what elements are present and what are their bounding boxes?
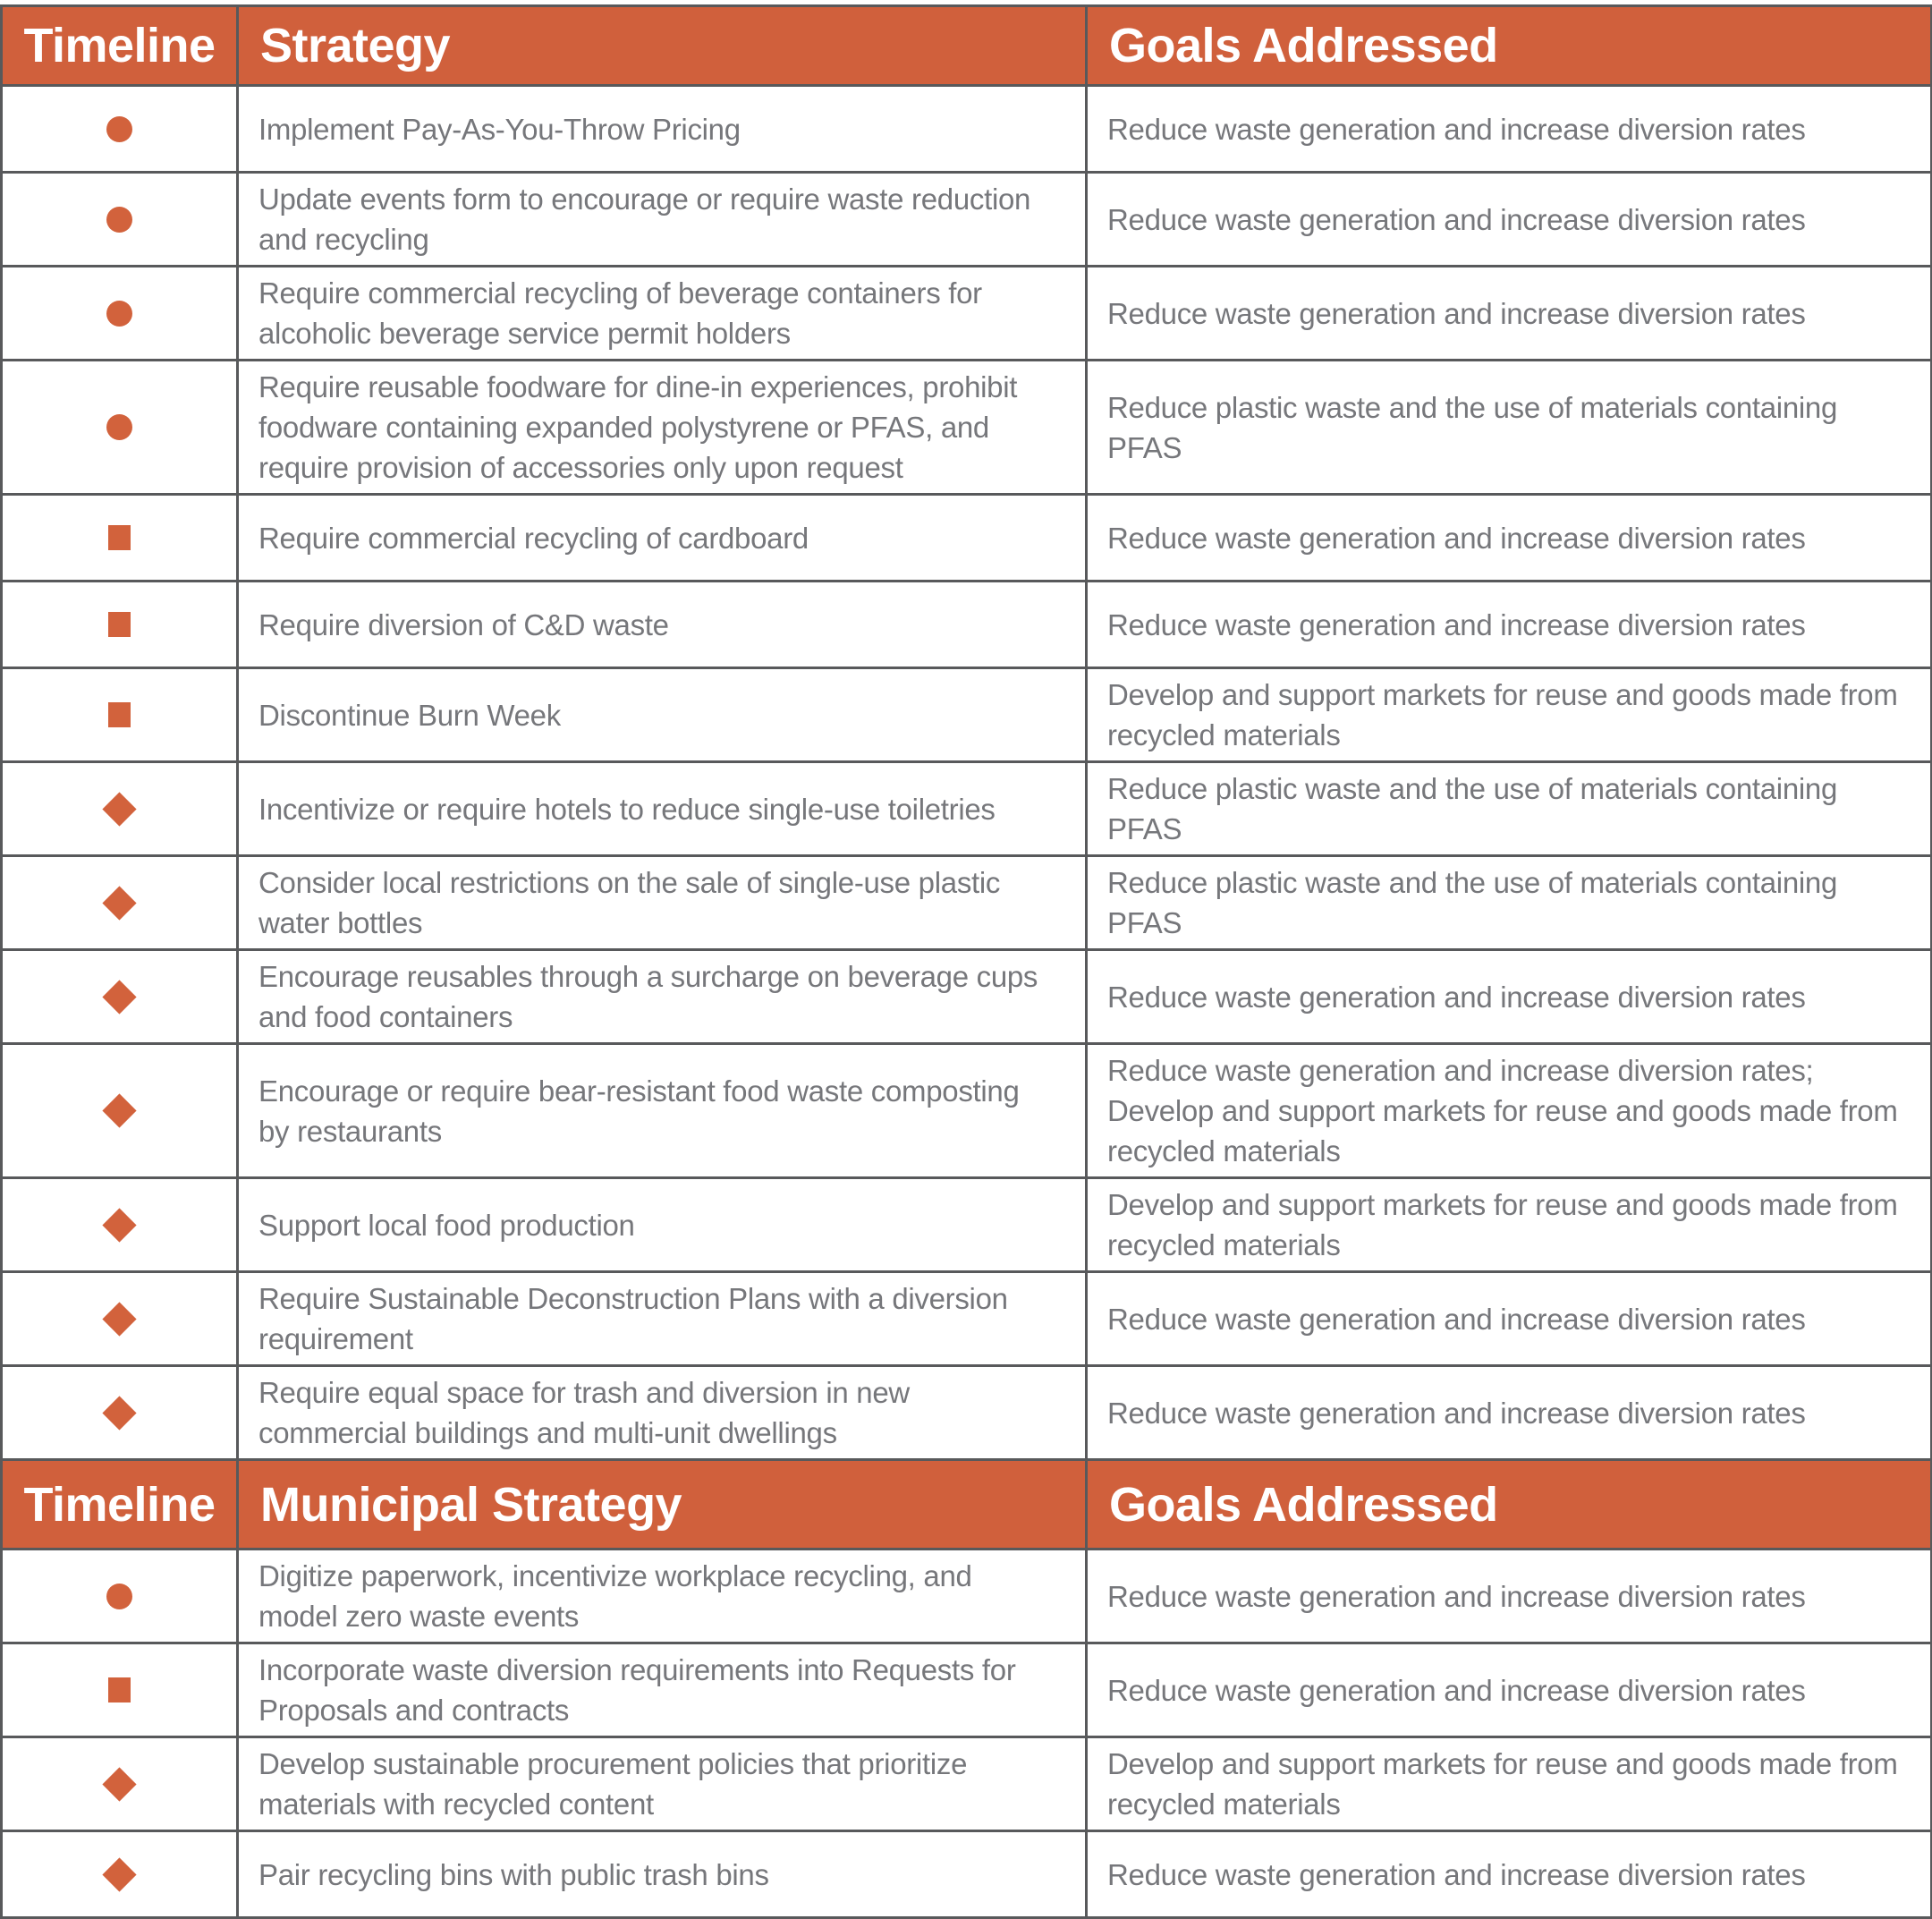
goals-cell: Reduce waste generation and increase diversion rates [1087, 1550, 1932, 1643]
strategy-cell: Develop sustainable procurement policies that prioritize materials with recycled content [238, 1737, 1087, 1831]
square-icon [108, 525, 131, 550]
strategy-cell: Require equal space for trash and diversion in new commercial buildings and multi-unit dwellings [238, 1366, 1087, 1460]
table-row [2, 1178, 1932, 1272]
goals-cell: Reduce waste generation and increase diversion rates; Develop and support markets for reuse and goods made from recycled materials [1087, 1044, 1932, 1178]
strategy-cell: Require reusable foodware for dine-in experiences, prohibit foodware containing expanded polystyrene or PFAS, and require provision of accessories only upon request [238, 361, 1087, 495]
table-row [2, 1550, 1932, 1643]
table-row [2, 1366, 1932, 1460]
table-row [2, 668, 1932, 762]
goals-cell: Reduce waste generation and increase diversion rates [1087, 267, 1932, 361]
table-row [2, 1272, 1932, 1366]
col-header-strategy: Strategy [238, 6, 1087, 86]
square-icon [108, 1677, 131, 1702]
goals-cell: Develop and support markets for reuse and goods made from recycled materials [1087, 668, 1932, 762]
timeline-cell [2, 173, 238, 267]
table-header-row [2, 1460, 1932, 1550]
section-municipal-strategies [2, 1460, 1932, 1918]
strategy-cell: Incentivize or require hotels to reduce single-use toiletries [238, 762, 1087, 856]
strategy-cell: Require commercial recycling of cardboard [238, 495, 1087, 582]
timeline-cell [2, 86, 238, 173]
col-header-timeline: Timeline [2, 6, 238, 86]
circle-icon [106, 207, 132, 233]
col-header-timeline: Timeline [2, 1460, 238, 1550]
table-row [2, 1737, 1932, 1831]
goals-cell: Reduce plastic waste and the use of materials containing PFAS [1087, 856, 1932, 950]
timeline-cell [2, 1643, 238, 1737]
timeline-cell [2, 361, 238, 495]
goals-cell: Reduce waste generation and increase diversion rates [1087, 950, 1932, 1044]
diamond-icon [102, 1302, 136, 1336]
timeline-cell [2, 1044, 238, 1178]
diamond-icon [102, 886, 136, 920]
table-row [2, 762, 1932, 856]
table-row [2, 1831, 1932, 1918]
strategy-cell: Implement Pay-As-You-Throw Pricing [238, 86, 1087, 173]
circle-icon [106, 414, 132, 440]
circle-icon [106, 301, 132, 327]
strategy-cell: Require Sustainable Deconstruction Plans with a diversion requirement [238, 1272, 1087, 1366]
table-header-row [2, 6, 1932, 86]
strategy-cell: Require diversion of C&D waste [238, 582, 1087, 668]
table-row [2, 173, 1932, 267]
strategy-cell: Pair recycling bins with public trash bins [238, 1831, 1087, 1918]
table-row [2, 495, 1932, 582]
goals-cell: Reduce waste generation and increase diversion rates [1087, 173, 1932, 267]
goals-cell: Reduce waste generation and increase diversion rates [1087, 86, 1932, 173]
circle-icon [106, 1584, 132, 1609]
diamond-icon [102, 1767, 136, 1801]
section-community-strategies [2, 6, 1932, 1460]
table-row [2, 267, 1932, 361]
circle-icon [106, 116, 132, 142]
table-row [2, 950, 1932, 1044]
strategy-cell: Discontinue Burn Week [238, 668, 1087, 762]
col-header-goals: Goals Addressed [1087, 1460, 1932, 1550]
timeline-cell [2, 1272, 238, 1366]
table-row [2, 86, 1932, 173]
timeline-cell [2, 1366, 238, 1460]
diamond-icon [102, 980, 136, 1014]
table-row [2, 1044, 1932, 1178]
diamond-icon [102, 792, 136, 826]
strategy-table [0, 4, 1932, 1919]
timeline-cell [2, 668, 238, 762]
col-header-municipal-strategy: Municipal Strategy [238, 1460, 1087, 1550]
strategy-cell: Incorporate waste diversion requirements into Requests for Proposals and contracts [238, 1643, 1087, 1737]
col-header-goals: Goals Addressed [1087, 6, 1932, 86]
timeline-cell [2, 950, 238, 1044]
goals-cell: Reduce waste generation and increase diversion rates [1087, 1366, 1932, 1460]
timeline-cell [2, 1178, 238, 1272]
table-row [2, 1643, 1932, 1737]
strategy-cell: Encourage reusables through a surcharge on beverage cups and food containers [238, 950, 1087, 1044]
table-row [2, 361, 1932, 495]
goals-cell: Reduce waste generation and increase diversion rates [1087, 1643, 1932, 1737]
diamond-icon [102, 1208, 136, 1242]
goals-cell: Reduce waste generation and increase diversion rates [1087, 582, 1932, 668]
timeline-cell [2, 267, 238, 361]
strategy-cell: Update events form to encourage or require waste reduction and recycling [238, 173, 1087, 267]
table-row [2, 582, 1932, 668]
goals-cell: Reduce waste generation and increase diversion rates [1087, 1272, 1932, 1366]
timeline-cell [2, 1550, 238, 1643]
goals-cell: Develop and support markets for reuse and goods made from recycled materials [1087, 1178, 1932, 1272]
timeline-cell [2, 495, 238, 582]
timeline-cell [2, 762, 238, 856]
square-icon [108, 612, 131, 637]
goals-cell: Reduce waste generation and increase diversion rates [1087, 495, 1932, 582]
square-icon [108, 702, 131, 727]
strategy-cell: Require commercial recycling of beverage containers for alcoholic beverage service permit holders [238, 267, 1087, 361]
goals-cell: Reduce plastic waste and the use of materials containing PFAS [1087, 762, 1932, 856]
goals-cell: Reduce plastic waste and the use of materials containing PFAS [1087, 361, 1932, 495]
strategy-cell: Digitize paperwork, incentivize workplace recycling, and model zero waste events [238, 1550, 1087, 1643]
diamond-icon [102, 1396, 136, 1430]
goals-cell: Reduce waste generation and increase diversion rates [1087, 1831, 1932, 1918]
timeline-cell [2, 856, 238, 950]
timeline-cell [2, 582, 238, 668]
strategy-cell: Encourage or require bear-resistant food waste composting by restaurants [238, 1044, 1087, 1178]
diamond-icon [102, 1857, 136, 1891]
table-row [2, 856, 1932, 950]
timeline-cell [2, 1737, 238, 1831]
goals-cell: Develop and support markets for reuse and goods made from recycled materials [1087, 1737, 1932, 1831]
strategy-cell: Consider local restrictions on the sale of single-use plastic water bottles [238, 856, 1087, 950]
diamond-icon [102, 1093, 136, 1127]
timeline-cell [2, 1831, 238, 1918]
strategy-cell: Support local food production [238, 1178, 1087, 1272]
